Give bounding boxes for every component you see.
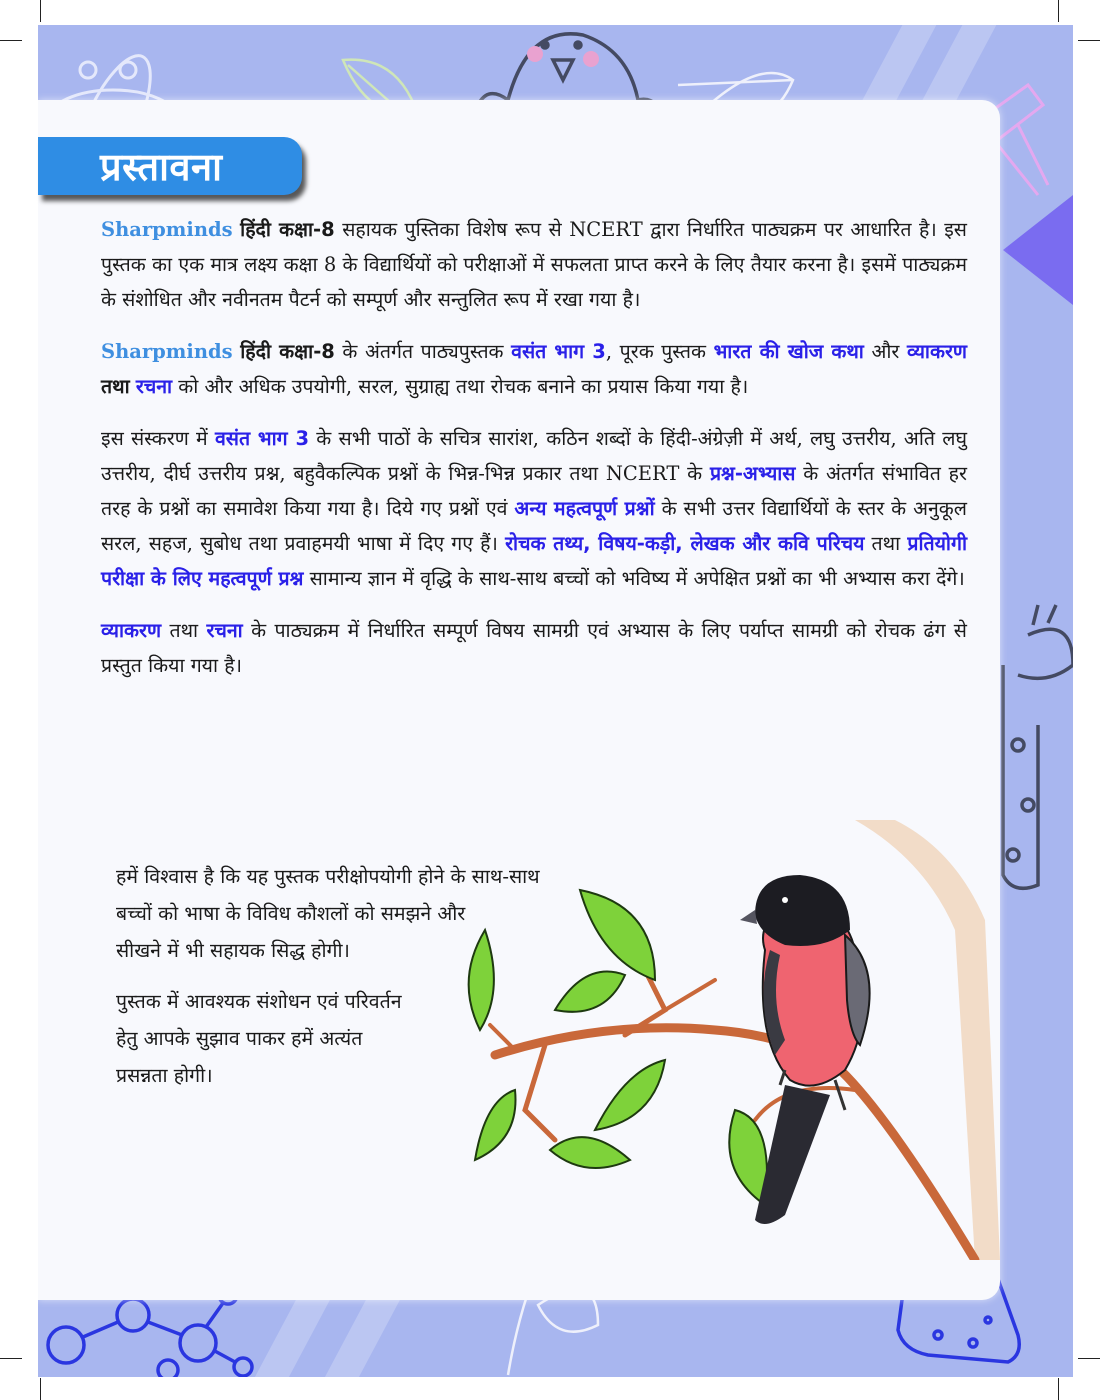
cheek-blush <box>583 51 599 67</box>
book-title: हिंदी कक्षा-8 <box>240 340 335 363</box>
brand-name: Sharpminds <box>101 218 233 241</box>
closing-line: बच्चों को भाषा के विविध कौशलों को समझने और <box>116 902 466 925</box>
highlight-rachna: रचना <box>135 375 173 398</box>
text-segment: इस संस्करण में <box>101 427 215 450</box>
preface-body <box>101 212 967 700</box>
crop-mark <box>1078 40 1100 41</box>
crop-mark <box>1058 1378 1059 1400</box>
closing-line: प्रसन्नता होगी। <box>116 1064 213 1087</box>
crop-mark <box>40 1378 41 1400</box>
closing-line: हमें विश्वास है कि यह पुस्तक परीक्षोपयोगी होने के साथ-साथ <box>116 865 540 888</box>
text-segment: को और अधिक उपयोगी, सरल, सुग्राह्य तथा रोचक बनाने का प्रयास किया गया है। <box>172 375 749 398</box>
crop-mark <box>0 1358 22 1359</box>
page-title: प्रस्तावना <box>100 145 223 189</box>
text-segment: सामान्य ज्ञान में वृद्धि के साथ-साथ बच्चों को भविष्य में अपेक्षित प्रश्नों का भी अभ्यास करा देंगे। <box>303 567 965 590</box>
text-segment: के पाठ्यक्रम में निर्धारित सम्पूर्ण विषय सामग्री एवं अभ्यास के लिए पर्याप्त सामग्री को रोचक ढंग से प्रस्तुत किया गया है। <box>101 619 967 677</box>
paragraph-4 <box>101 613 967 683</box>
paragraph-3 <box>101 421 967 596</box>
leaf-icon <box>469 930 494 1030</box>
bird-on-branch-illustration <box>455 820 1015 1260</box>
title-banner <box>38 137 302 195</box>
crop-mark <box>1058 0 1059 22</box>
text-segment: तथा <box>161 619 207 642</box>
leaf-icon <box>475 1090 516 1160</box>
highlight-prashn-abhyas: प्रश्न-अभ्यास <box>709 462 796 485</box>
text-segment: के अंतर्गत संभावित हर तरह के प्रश्नों का समावेश किया गया है। दिये गए प्रश्नों एवं <box>101 462 967 520</box>
highlight-rachna: रचना <box>206 619 243 642</box>
highlight-pratiyogi: प्रतियोगी परीक्षा के लिए महत्वपूर्ण प्रश्न <box>101 532 967 590</box>
crop-mark <box>0 40 22 41</box>
crop-mark <box>1078 1358 1100 1359</box>
leaf-icon <box>550 1137 630 1168</box>
highlight-anya-prashn: अन्य महत्वपूर्ण प्रश्नों <box>514 497 655 520</box>
closing-line: पुस्तक में आवश्यक संशोधन एवं परिवर्तन <box>116 990 402 1013</box>
text-segment: के सभी उत्तर विद्यार्थियों के स्तर के अनुकूल सरल, सहज, सुबोध तथा प्रवाहमयी भाषा में दिए गए हैं। <box>101 497 968 555</box>
closing-line: सीखने में भी सहायक सिद्ध होगी। <box>116 939 350 962</box>
highlight-vasant: वसंत भाग 3 <box>214 427 310 450</box>
tree-trunk <box>855 820 1000 1260</box>
highlight-rochak-tathya: रोचक तथ्य, विषय-कड़ी, लेखक और कवि परिचय <box>505 532 865 555</box>
highlight-bharat-ki-khoj: भारत की खोज कथा <box>713 340 864 363</box>
highlight-vyakaran: व्याकरण <box>906 340 968 363</box>
bird-eye <box>782 897 788 903</box>
text-segment: के अंतर्गत पाठ्यपुस्तक <box>334 340 512 363</box>
book-title: हिंदी कक्षा-8 <box>240 218 335 241</box>
paragraph-1 <box>101 212 967 317</box>
text-segment: के सभी पाठों के सचित्र सारांश, कठिन शब्दों के हिंदी-अंग्रेज़ी में अर्थ, लघु उत्तरीय, अति लघु उत्तरीय, दीर्घ उत्तरीय प्रश्न, बहुवैकल्पिक प्रश्नों के भिन्न-भिन्न प्रकार तथा NCERT के <box>101 427 967 485</box>
bird-head <box>755 875 850 946</box>
leaf-icon <box>595 1060 665 1130</box>
highlight-vasant: वसंत भाग 3 <box>511 340 606 363</box>
text-segment: और <box>863 340 907 363</box>
cheek-blush <box>527 46 543 62</box>
text-segment: तथा <box>864 532 908 555</box>
bold-tatha: तथा <box>101 375 130 398</box>
leaf-icon <box>580 890 655 980</box>
bird-beak <box>740 910 757 924</box>
closing-line: हेतु आपके सुझाव पाकर हमें अत्यंत <box>116 1027 363 1050</box>
leaf-icon <box>555 972 625 1012</box>
leaf-icon <box>729 1110 767 1205</box>
text-segment: , पूरक पुस्तक <box>605 340 714 363</box>
paragraph-2 <box>101 334 967 404</box>
brand-name: Sharpminds <box>101 340 233 363</box>
highlight-vyakaran: व्याकरण <box>101 619 162 642</box>
crop-mark <box>40 0 41 22</box>
text-segment: सहायक पुस्तिका विशेष रूप से NCERT द्वारा निर्धारित पाठ्यक्रम पर आधारित है। इस पुस्तक का एक मात्र लक्ष्य कक्षा 8 के विद्यार्थियों को परीक्षाओं में सफलता प्राप्त करने के लिए तैयार करना है। इसमें पाठ्यक्रम के संशोधित और नवीनतम पैटर्न को सम्पूर्ण और सन्तुलित रूप में रखा गया है। <box>101 218 967 311</box>
